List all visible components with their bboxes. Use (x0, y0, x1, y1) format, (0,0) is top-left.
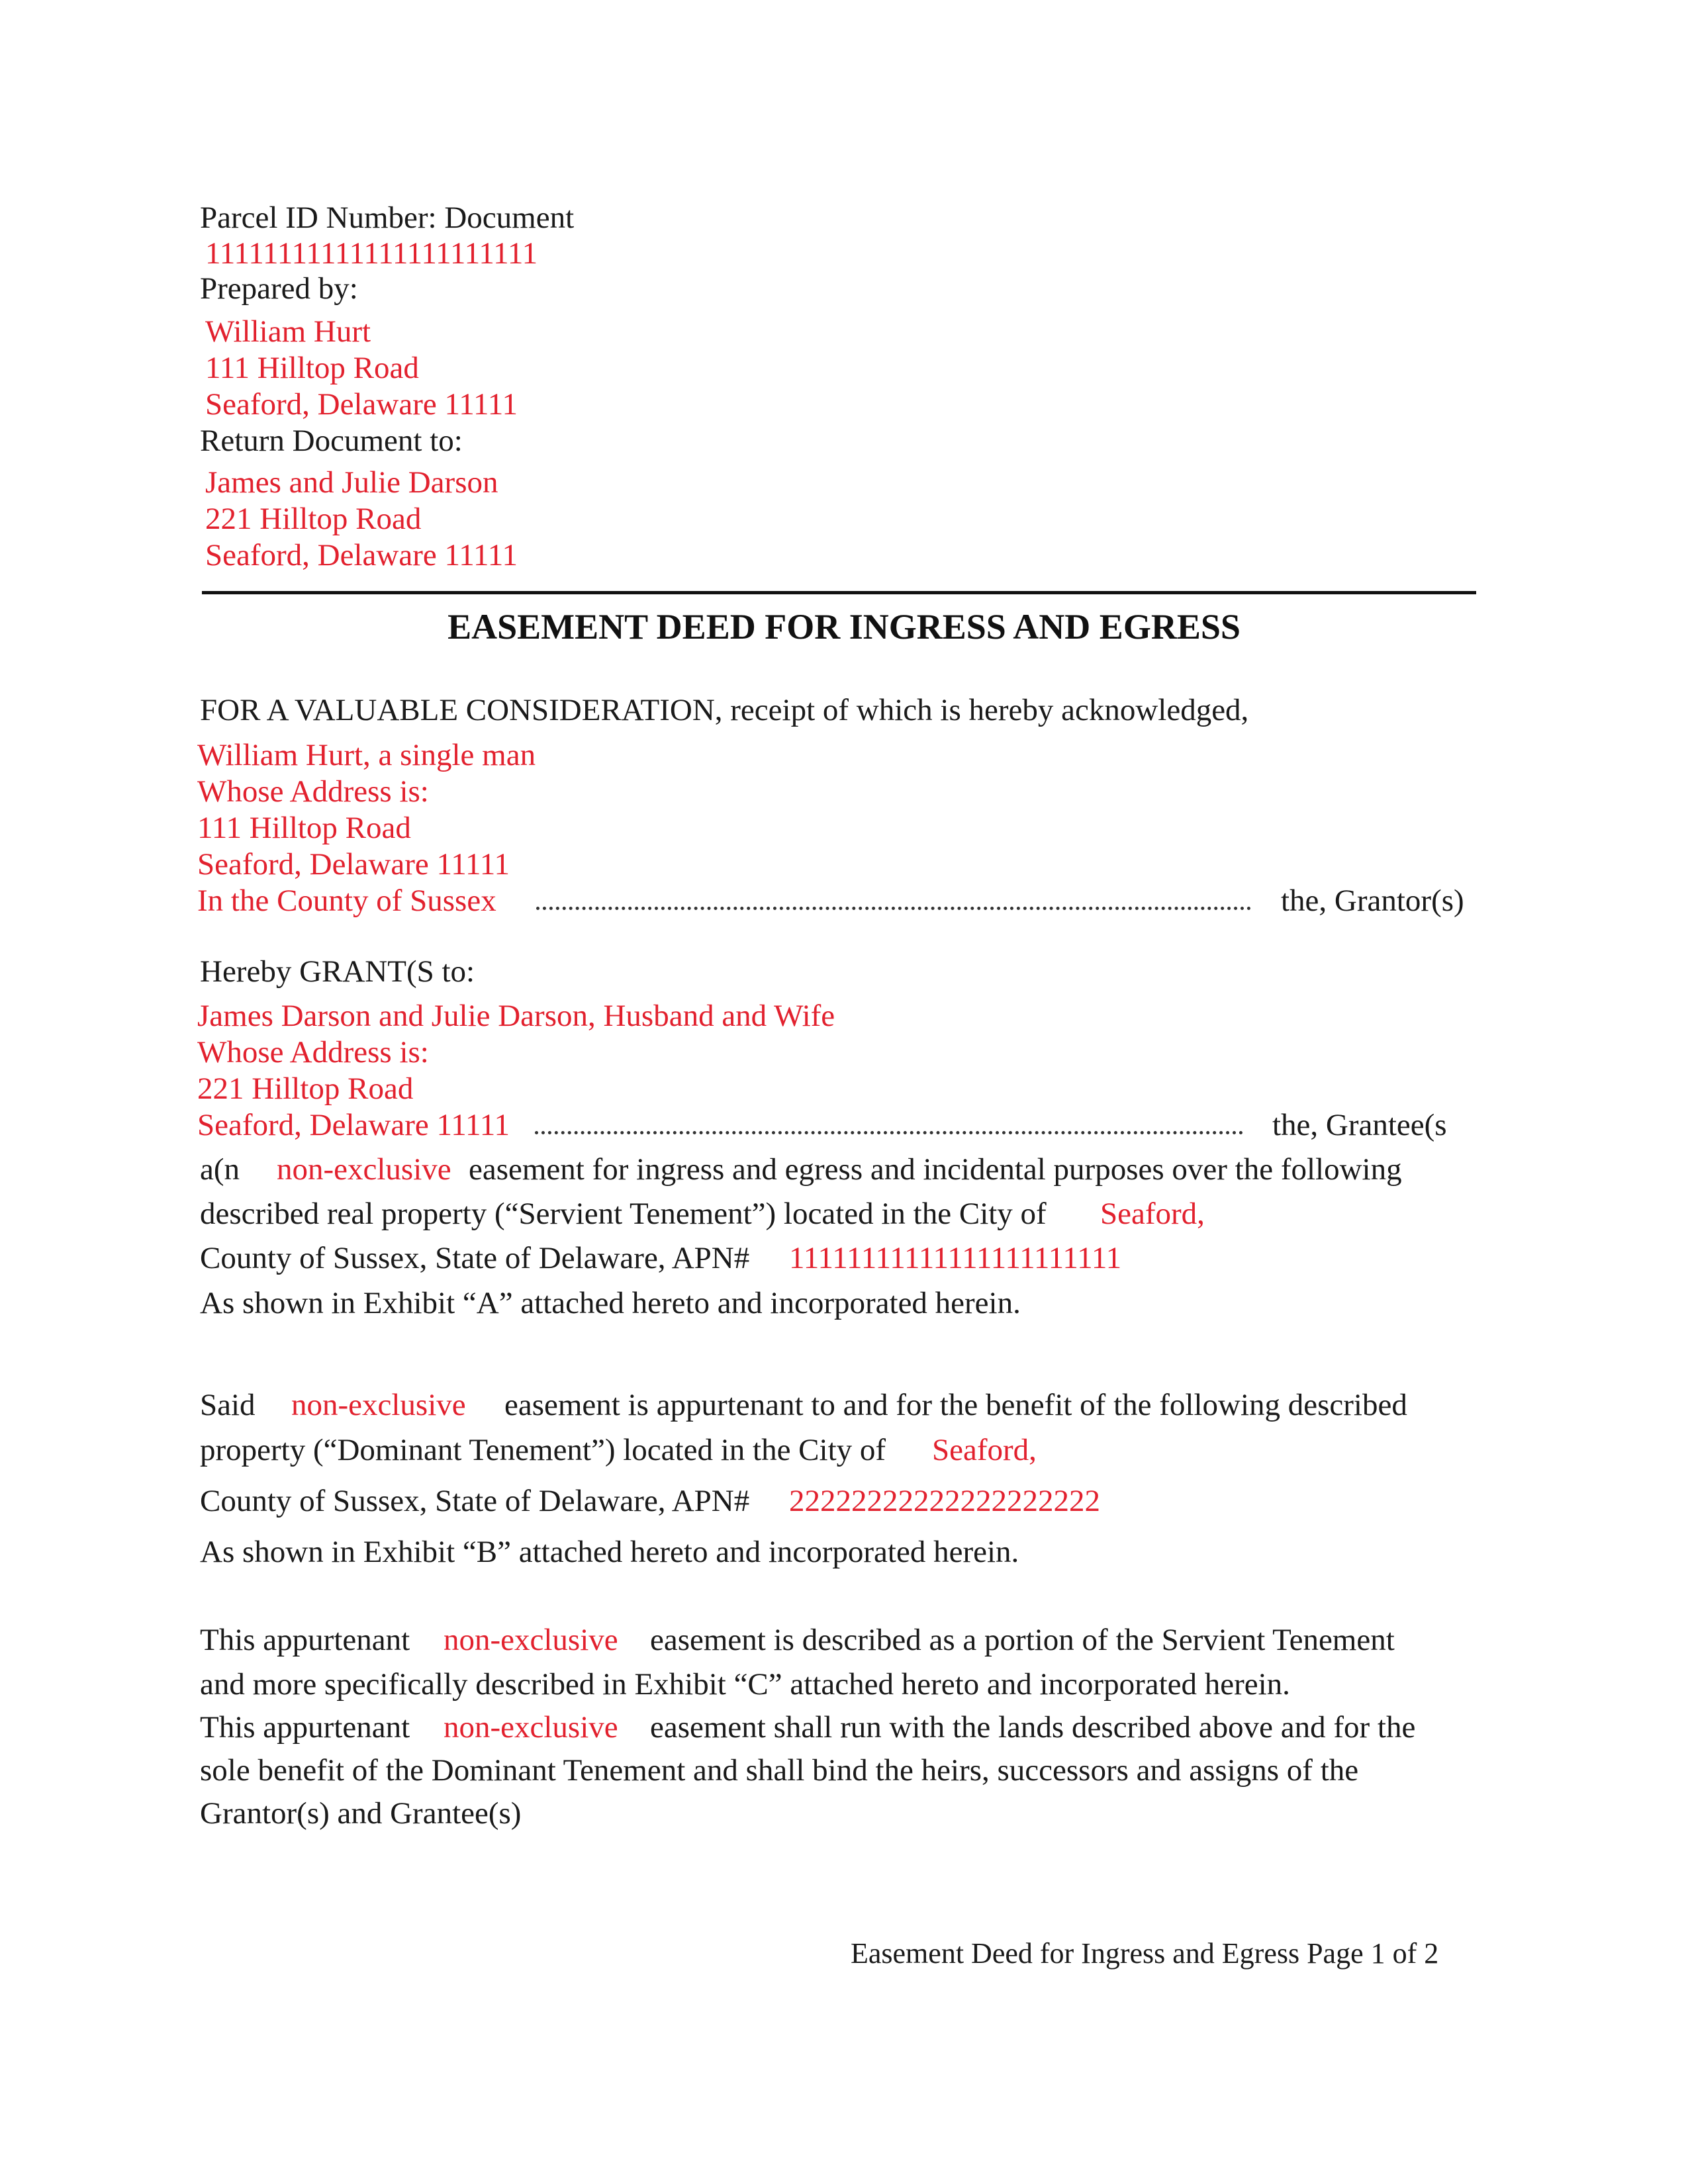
para1-line3: County of Sussex, State of Delaware, APN# (200, 1241, 750, 1275)
grantor-city: Seaford, Delaware 11111 (197, 847, 510, 882)
grantee-role: the, Grantee(s (1272, 1108, 1447, 1142)
preparer-city: Seaford, Delaware 11111 (205, 387, 518, 422)
para1-exhibit: As shown in Exhibit “A” attached hereto and incorporated herein. (200, 1286, 1021, 1320)
page-footer: Easement Deed for Ingress and Egress Page 1 of 2 (851, 1937, 1439, 1970)
para2-line3: County of Sussex, State of Delaware, APN# (200, 1484, 750, 1518)
return-name: James and Julie Darson (205, 465, 498, 500)
para2-exhibit: As shown in Exhibit “B” attached hereto and incorporated herein. (200, 1535, 1019, 1569)
para4-text: easement shall run with the lands described above and for the (650, 1710, 1416, 1745)
grantee-address-label: Whose Address is: (197, 1035, 429, 1069)
grantee-city: Seaford, Delaware 11111 (197, 1108, 510, 1142)
para2-text: easement is appurtenant to and for the benefit of the following described (504, 1388, 1407, 1422)
grant-label: Hereby GRANT(S to: (200, 954, 475, 989)
para4-line2: sole benefit of the Dominant Tenement and shall bind the heirs, successors and assigns of the (200, 1753, 1359, 1788)
parcel-id-label: Parcel ID Number: Document (200, 201, 575, 235)
para3-text: easement is described as a portion of the Servient Tenement (650, 1623, 1395, 1657)
para1-city: Seaford, (1100, 1197, 1205, 1231)
para4-prefix: This appurtenant (200, 1710, 410, 1745)
grantee-name: James Darson and Julie Darson, Husband and Wife (197, 999, 835, 1033)
para4-line3: Grantor(s) and Grantee(s) (200, 1796, 522, 1831)
para3-line2: and more specifically described in Exhibit “C” attached hereto and incorporated herein. (200, 1667, 1290, 1702)
para2-line2: property (“Dominant Tenement”) located in the City of (200, 1433, 886, 1467)
servient-apn: 11111111111111111111111 (789, 1241, 1122, 1275)
para2-easement-type: non-exclusive (291, 1388, 466, 1422)
prepared-by-label: Prepared by: (200, 271, 358, 306)
para1-prefix: a(n (200, 1152, 240, 1187)
grantor-role: the, Grantor(s) (1281, 884, 1464, 918)
document-title: EASEMENT DEED FOR INGRESS AND EGRESS (447, 607, 1241, 647)
para2-prefix: Said (200, 1388, 256, 1422)
header-divider (202, 591, 1476, 594)
para2-city: Seaford, (932, 1433, 1037, 1467)
para4-easement-type: non-exclusive (444, 1710, 618, 1745)
grantor-dot-leader (536, 907, 1251, 910)
grantor-name: William Hurt, a single man (197, 738, 536, 772)
preparer-name: William Hurt (205, 314, 371, 349)
return-to-label: Return Document to: (200, 424, 463, 458)
grantor-address-label: Whose Address is: (197, 774, 429, 809)
para1-line2: described real property (“Servient Tenement”) located in the City of (200, 1197, 1047, 1231)
para3-prefix: This appurtenant (200, 1623, 410, 1657)
consideration-text: FOR A VALUABLE CONSIDERATION, receipt of which is hereby acknowledged, (200, 693, 1249, 727)
preparer-street: 111 Hilltop Road (205, 351, 419, 385)
return-street: 221 Hilltop Road (205, 502, 422, 536)
dominant-apn: 22222222222222222222 (789, 1484, 1100, 1518)
para3-easement-type: non-exclusive (444, 1623, 618, 1657)
parcel-id-number: 11111111111111111111111 (205, 236, 538, 271)
grantor-street: 111 Hilltop Road (197, 811, 411, 845)
grantor-county: In the County of Sussex (197, 884, 496, 918)
para1-text: easement for ingress and egress and incidental purposes over the following (469, 1152, 1402, 1187)
para1-easement-type: non-exclusive (277, 1152, 451, 1187)
grantee-street: 221 Hilltop Road (197, 1071, 414, 1106)
return-city: Seaford, Delaware 11111 (205, 538, 518, 572)
grantee-dot-leader (535, 1131, 1243, 1134)
